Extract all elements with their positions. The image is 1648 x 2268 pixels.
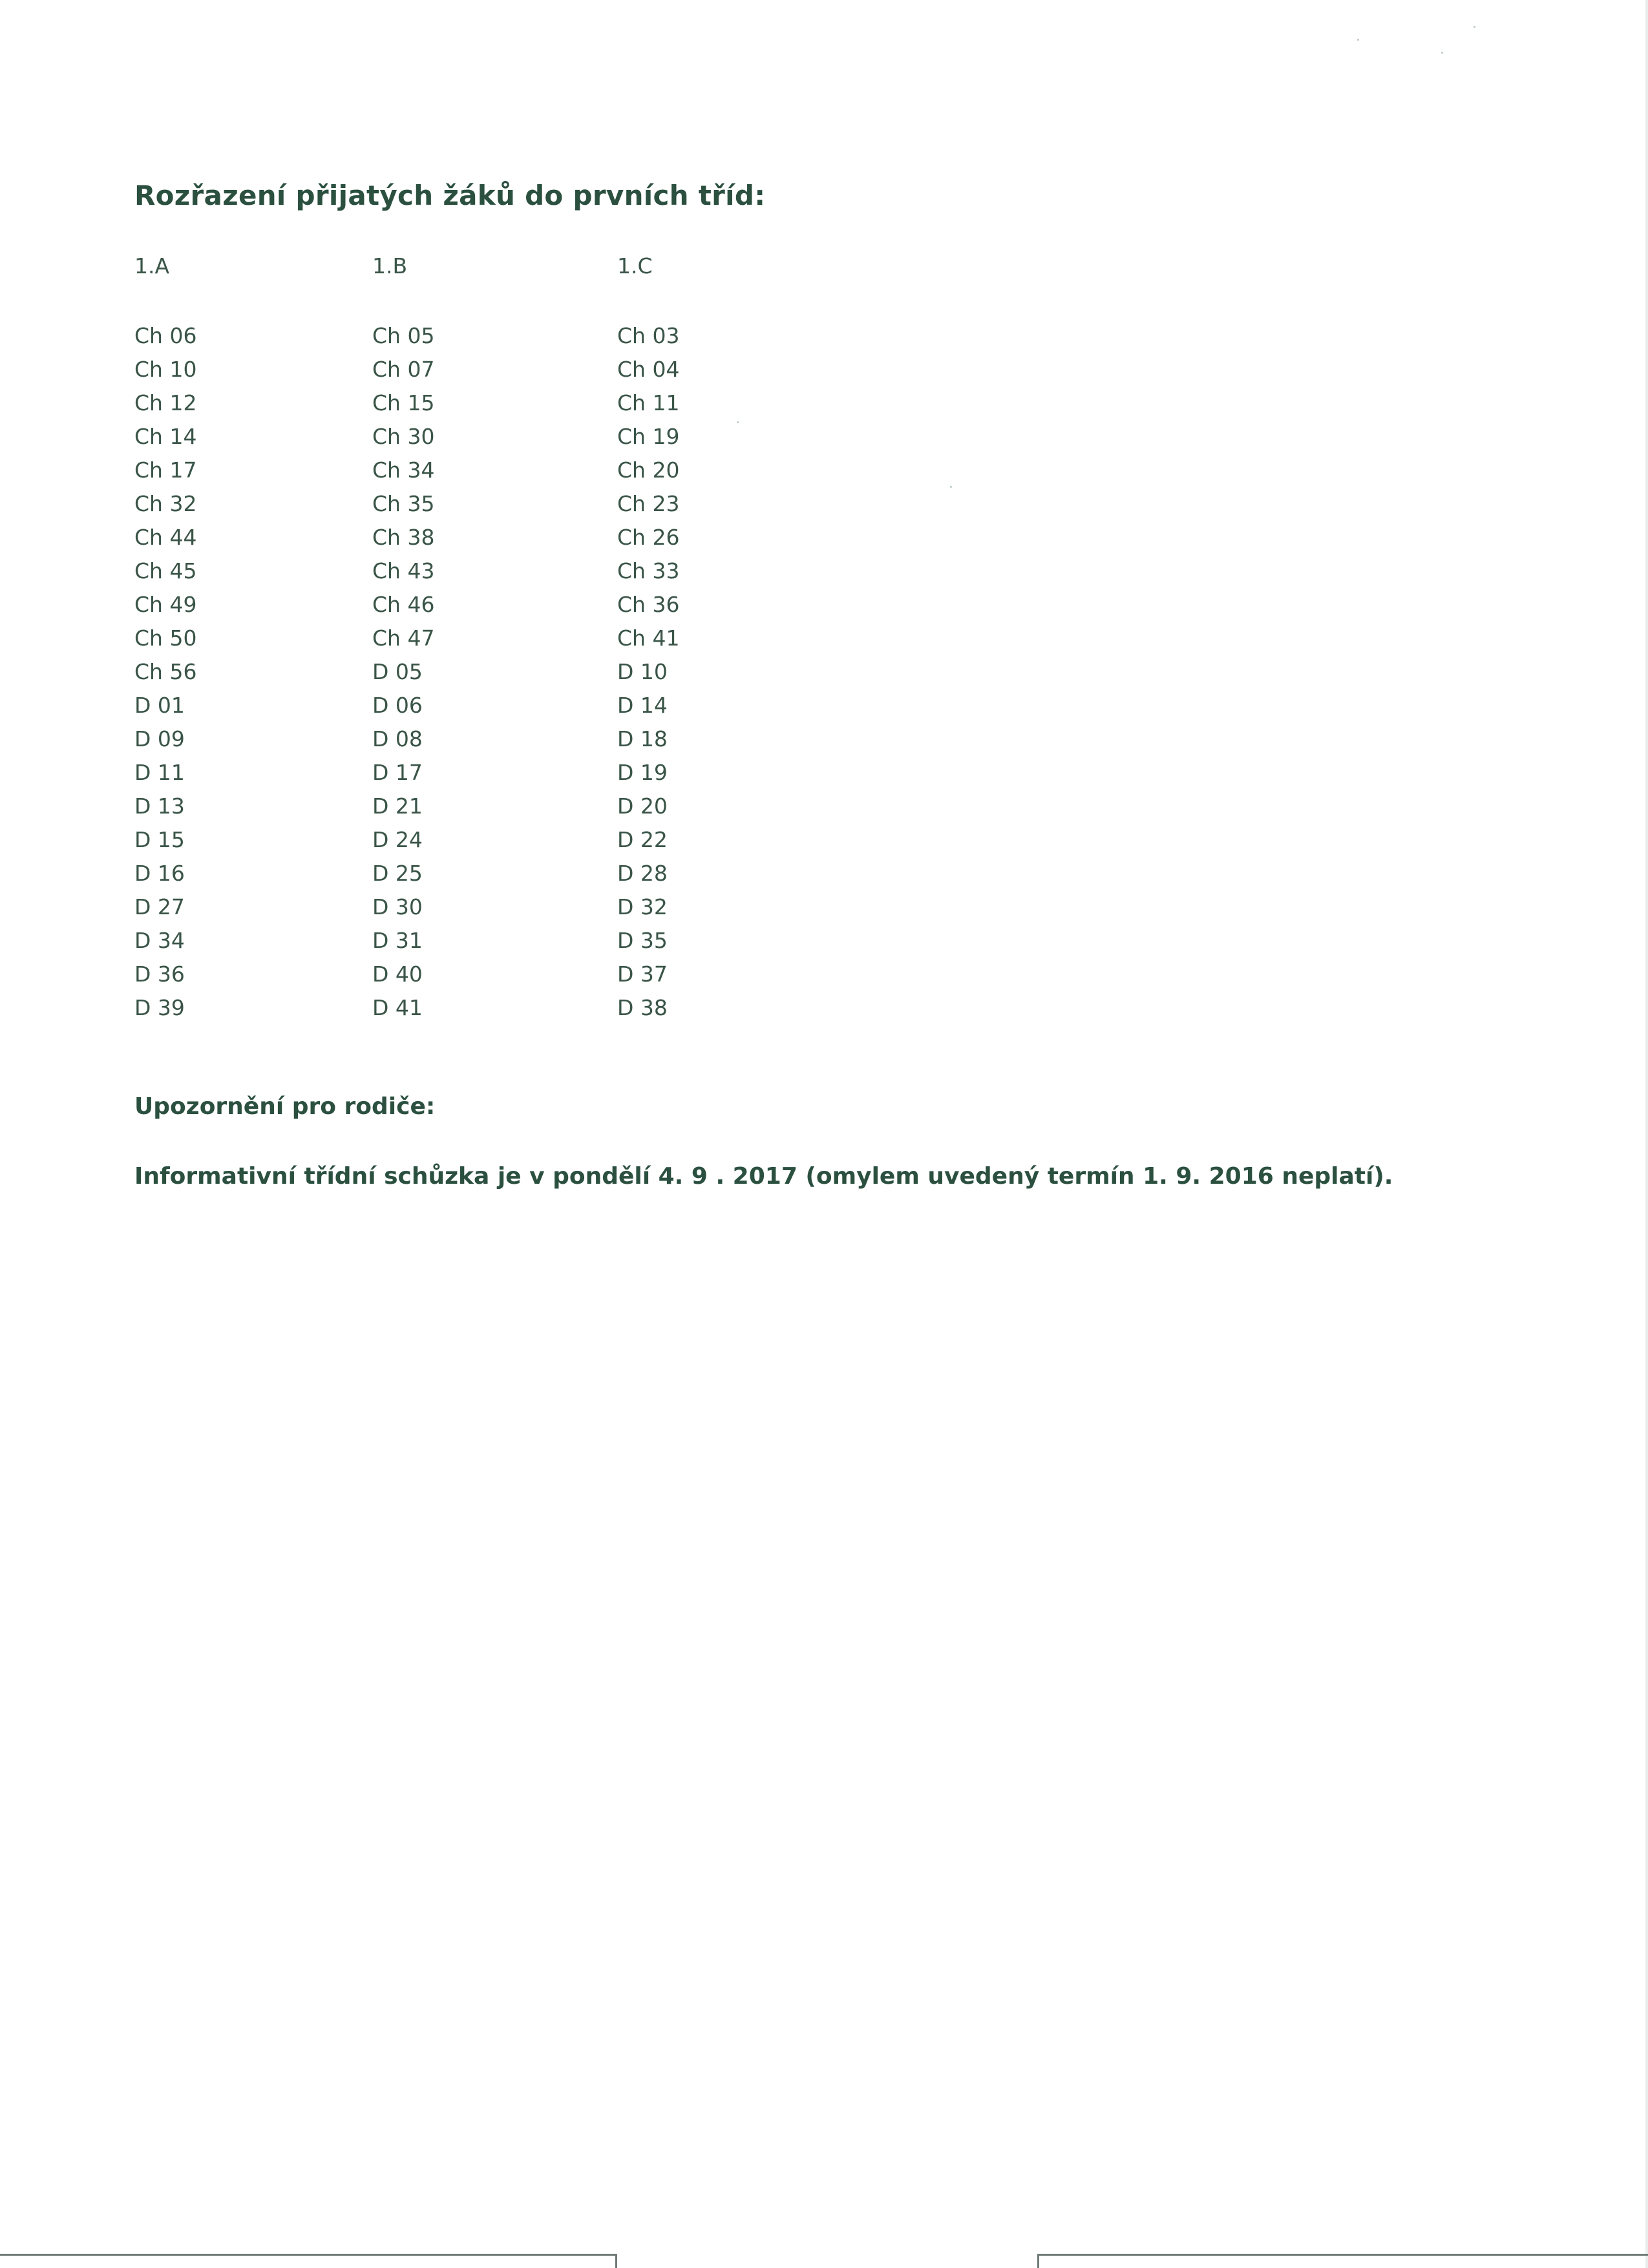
student-code: D 11 [134,760,185,785]
student-code: D 09 [134,726,185,751]
scan-speck [1357,39,1359,41]
student-code: Ch 56 [134,659,197,684]
student-code: D 27 [134,894,185,919]
student-code: Ch 23 [617,491,680,516]
student-code: Ch 10 [134,357,197,382]
student-code: D 32 [617,894,668,919]
scan-speck [1441,52,1443,54]
student-code: Ch 32 [134,491,197,516]
student-code: Ch 03 [617,323,680,348]
student-code: D 16 [134,861,185,886]
student-code: Ch 11 [617,390,680,415]
class-column-1b [372,253,434,1025]
student-code: D 40 [372,961,423,987]
class-heading: 1.B [372,253,408,278]
student-code: Ch 19 [617,424,680,449]
class-column-1c [617,253,679,1025]
student-code: Ch 38 [372,525,435,550]
scan-speck [1474,26,1475,28]
student-code: Ch 50 [134,625,197,651]
student-code: D 35 [617,928,668,953]
document-title: Rozřazení přijatých žáků do prvních tříd: [134,180,766,211]
student-code: D 39 [134,995,185,1020]
student-code: D 38 [617,995,668,1020]
scan-bottom-tab [615,2254,1039,2268]
student-code: Ch 49 [134,592,197,617]
student-code: Ch 44 [134,525,197,550]
notice-heading: Upozornění pro rodiče: [134,1093,436,1120]
student-code: D 14 [617,693,668,718]
student-code: Ch 17 [134,457,197,483]
notice-text: Informativní třídní schůzka je v pondělí 4. 9 . 2017 (omylem uvedený termín 1. 9. 2016 neplatí). [134,1163,1393,1190]
student-code: D 01 [134,693,185,718]
scan-speck [950,486,952,488]
student-code: D 13 [134,793,185,819]
student-list [372,319,434,1025]
student-code: Ch 05 [372,323,435,348]
student-code: Ch 20 [617,457,680,483]
student-code: D 10 [617,659,668,684]
student-code: D 25 [372,861,423,886]
student-code: D 34 [134,928,185,953]
student-code: D 37 [617,961,668,987]
student-code: Ch 43 [372,558,435,583]
student-code: D 15 [134,827,185,852]
student-code: D 17 [372,760,423,785]
student-code: D 18 [617,726,668,751]
student-code: D 19 [617,760,668,785]
student-code: Ch 15 [372,390,435,415]
student-code: Ch 36 [617,592,680,617]
class-column-1a [134,253,196,1025]
scan-edge [1645,0,1648,2268]
student-code: Ch 04 [617,357,680,382]
student-code: D 41 [372,995,423,1020]
student-code: Ch 35 [372,491,435,516]
student-code: D 31 [372,928,423,953]
student-code: D 06 [372,693,423,718]
class-assignment-table [134,253,716,1029]
student-code: Ch 41 [617,625,680,651]
student-code: Ch 14 [134,424,197,449]
student-code: D 05 [372,659,423,684]
student-code: D 24 [372,827,423,852]
student-code: Ch 45 [134,558,197,583]
scan-speck [737,421,739,423]
student-code: Ch 47 [372,625,435,651]
student-code: Ch 06 [134,323,197,348]
student-list [617,319,679,1025]
student-code: D 28 [617,861,668,886]
student-code: Ch 07 [372,357,435,382]
student-code: Ch 12 [134,390,197,415]
student-code: Ch 30 [372,424,435,449]
class-heading: 1.A [134,253,170,278]
student-code: D 36 [134,961,185,987]
student-list [134,319,196,1025]
student-code: D 21 [372,793,423,819]
student-code: D 08 [372,726,423,751]
student-code: D 30 [372,894,423,919]
student-code: Ch 33 [617,558,680,583]
student-code: Ch 34 [372,457,435,483]
student-code: Ch 26 [617,525,680,550]
class-heading: 1.C [617,253,653,278]
student-code: D 20 [617,793,668,819]
student-code: Ch 46 [372,592,435,617]
student-code: D 22 [617,827,668,852]
